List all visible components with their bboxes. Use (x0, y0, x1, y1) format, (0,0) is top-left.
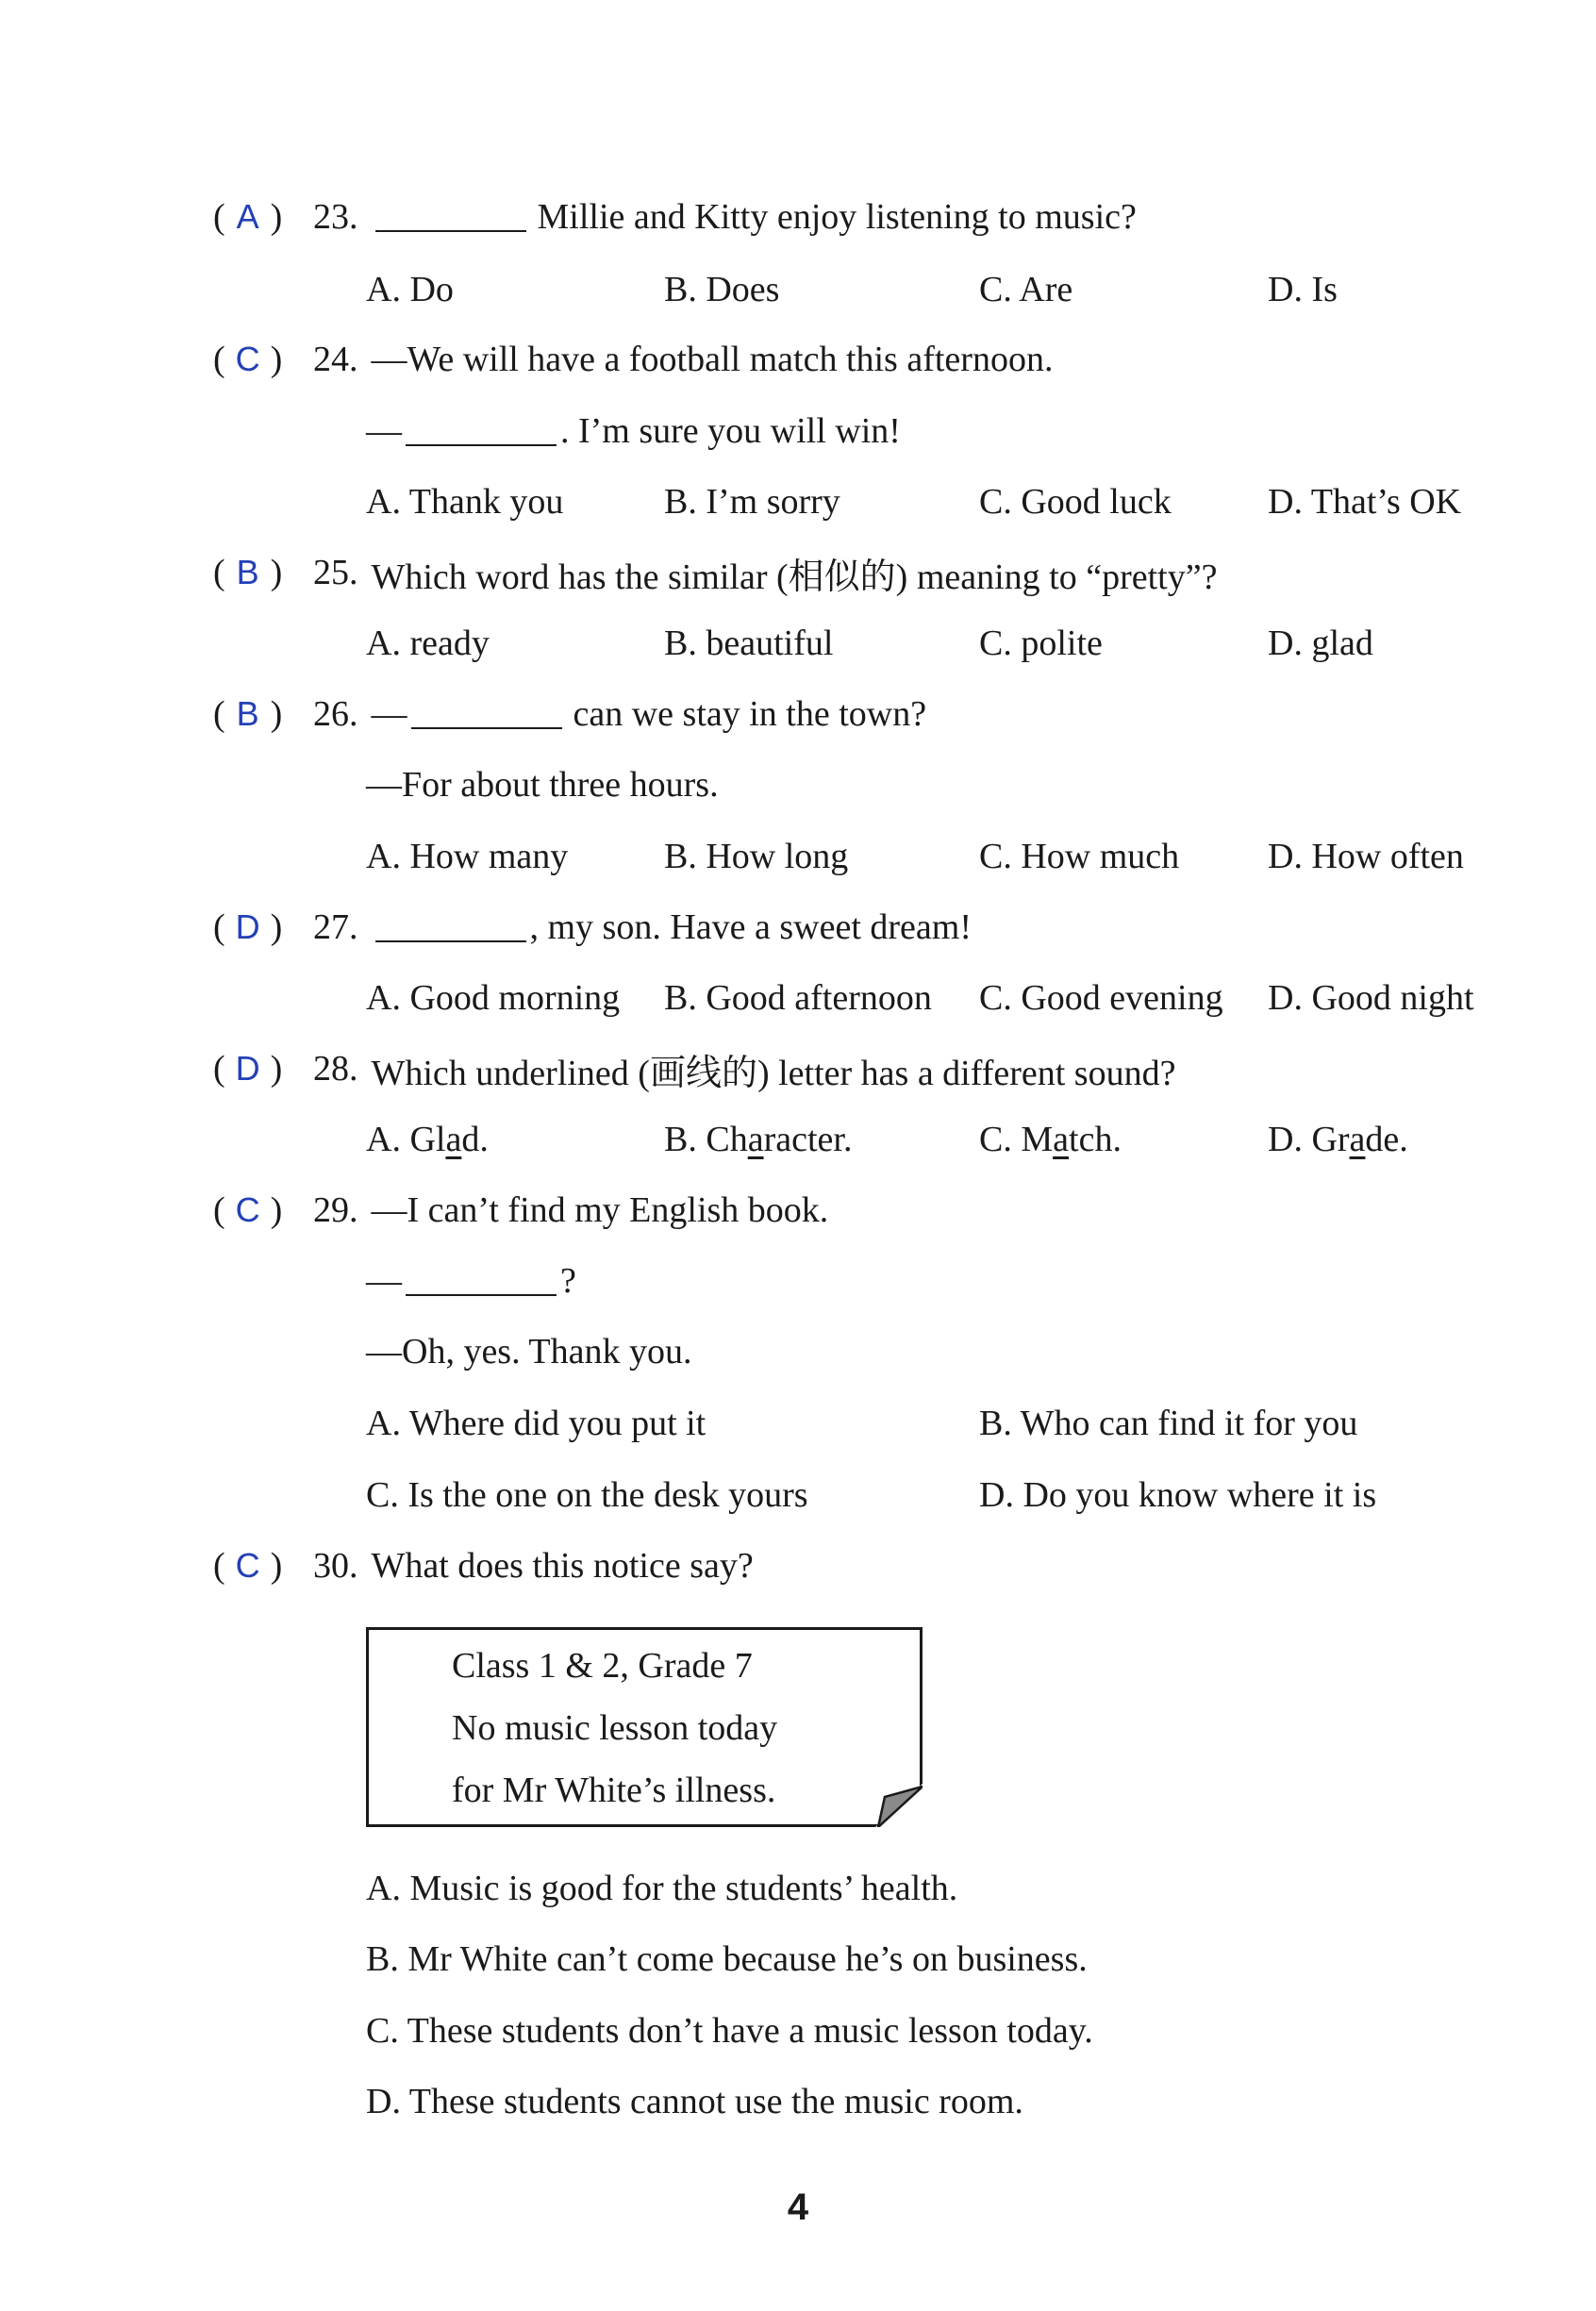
question-number: 26. (313, 694, 358, 734)
question-stem: What does this notice say? (371, 1546, 754, 1586)
answer-mark: A (236, 197, 259, 236)
option-d: D. That’s OK (1268, 482, 1462, 522)
answer-blank (406, 416, 557, 446)
answer-mark: D (235, 907, 260, 946)
option-b: B. I’m sorry (664, 482, 840, 522)
answer-blank (375, 202, 526, 232)
dialog-line: —I can’t find my English book. (371, 1190, 829, 1230)
question-number: 24. (313, 340, 358, 379)
question-26: ( B ) 26. — can we stay in the town? (213, 694, 927, 734)
question-number: 27. (313, 907, 358, 947)
option-b: B. Mr White can’t come because he’s on business. (366, 1939, 1088, 1979)
page-number: 4 (787, 2186, 809, 2228)
answer-mark: B (236, 694, 259, 733)
answer-mark: C (235, 1546, 260, 1585)
question-stem: Which word has the similar (相似的) meaning to “pretty”? (371, 557, 1218, 597)
dialog-line-2: — ? (366, 1261, 576, 1301)
option-c: C. Good luck (979, 482, 1172, 522)
option-c: C. Are (979, 270, 1073, 309)
answer-mark: D (235, 1049, 260, 1088)
question-27 (213, 899, 972, 956)
answer-bracket: ( C ) (213, 1190, 283, 1230)
question-28 (213, 1040, 1175, 1097)
answer-bracket: ( A ) (213, 197, 283, 237)
option-b: B. beautiful (664, 623, 834, 663)
answer-bracket: ( D ) (213, 1049, 283, 1089)
question-30 (213, 1538, 754, 1594)
notice-line-3: for Mr White’s illness. (452, 1771, 776, 1810)
answer-bracket: ( B ) (213, 694, 283, 734)
option-a: A. Where did you put it (366, 1404, 707, 1443)
option-c: C. Is the one on the desk yours (366, 1475, 808, 1515)
answer-bracket: ( B ) (213, 553, 283, 592)
question-stem: can we stay in the town? (573, 694, 927, 734)
question-number: 23. (313, 197, 358, 237)
dialog-line-2: — . I’m sure you will win! (366, 411, 901, 451)
answer-bracket: ( C ) (213, 1546, 283, 1586)
option-a: A. How many (366, 837, 569, 876)
option-c: C. These students don’t have a music lesson today. (366, 2011, 1093, 2051)
option-b: B. Ch a racter. (664, 1120, 853, 1159)
answer-blank (406, 1266, 557, 1296)
option-c: C. Good evening (979, 978, 1223, 1018)
option-a: A. Do (366, 270, 454, 309)
option-c: C. polite (979, 623, 1103, 663)
question-stem: Millie and Kitty enjoy listening to music? (537, 197, 1137, 237)
question-25 (213, 544, 1217, 601)
dialog-line-2: —For about three hours. (366, 765, 719, 805)
option-d: D. How often (1268, 837, 1464, 876)
dialog-line: —We will have a football match this afternoon. (371, 340, 1054, 379)
folded-corner-icon (875, 1784, 923, 1827)
option-d: D. These students cannot use the music room. (366, 2082, 1023, 2121)
question-23 (213, 189, 1137, 245)
notice-line-2: No music lesson today (452, 1708, 778, 1748)
option-c: C. How much (979, 837, 1180, 876)
option-b: B. Who can find it for you (979, 1404, 1358, 1443)
option-d: D. Good night (1268, 978, 1474, 1018)
option-a: A. Thank you (366, 482, 564, 522)
option-a: A. ready (366, 623, 490, 663)
question-number: 28. (313, 1049, 358, 1089)
question-stem: Which underlined (画线的) letter has a different sound? (371, 1053, 1176, 1093)
option-d: D. Is (1268, 270, 1338, 309)
answer-mark: B (236, 553, 259, 591)
question-stem: , my son. Have a sweet dream! (529, 907, 973, 947)
answer-bracket: ( D ) (213, 907, 283, 947)
option-b: B. Good afternoon (664, 978, 932, 1018)
answer-mark: C (235, 340, 260, 378)
option-a: A. Good morning (366, 978, 621, 1018)
notice-box (366, 1627, 923, 1827)
option-d: D. Gr a de. (1268, 1120, 1408, 1159)
question-29 (213, 1182, 828, 1239)
answer-mark: C (235, 1190, 260, 1229)
option-b: B. How long (664, 837, 849, 876)
option-b: B. Does (664, 270, 780, 309)
answer-bracket: ( C ) (213, 340, 283, 379)
question-number: 30. (313, 1546, 358, 1586)
question-number: 25. (313, 553, 358, 592)
answer-blank (375, 912, 526, 942)
question-number: 29. (313, 1190, 358, 1230)
option-a: A. Gl a d. (366, 1120, 489, 1159)
option-a: A. Music is good for the students’ health. (366, 1869, 958, 1908)
notice-line-1: Class 1 & 2, Grade 7 (452, 1646, 753, 1686)
option-d: D. Do you know where it is (979, 1475, 1377, 1515)
answer-blank (411, 699, 562, 729)
dialog-line-3: —Oh, yes. Thank you. (366, 1332, 692, 1372)
option-d: D. glad (1268, 623, 1373, 663)
question-24 (213, 331, 1053, 388)
option-c: C. M a tch. (979, 1120, 1122, 1159)
